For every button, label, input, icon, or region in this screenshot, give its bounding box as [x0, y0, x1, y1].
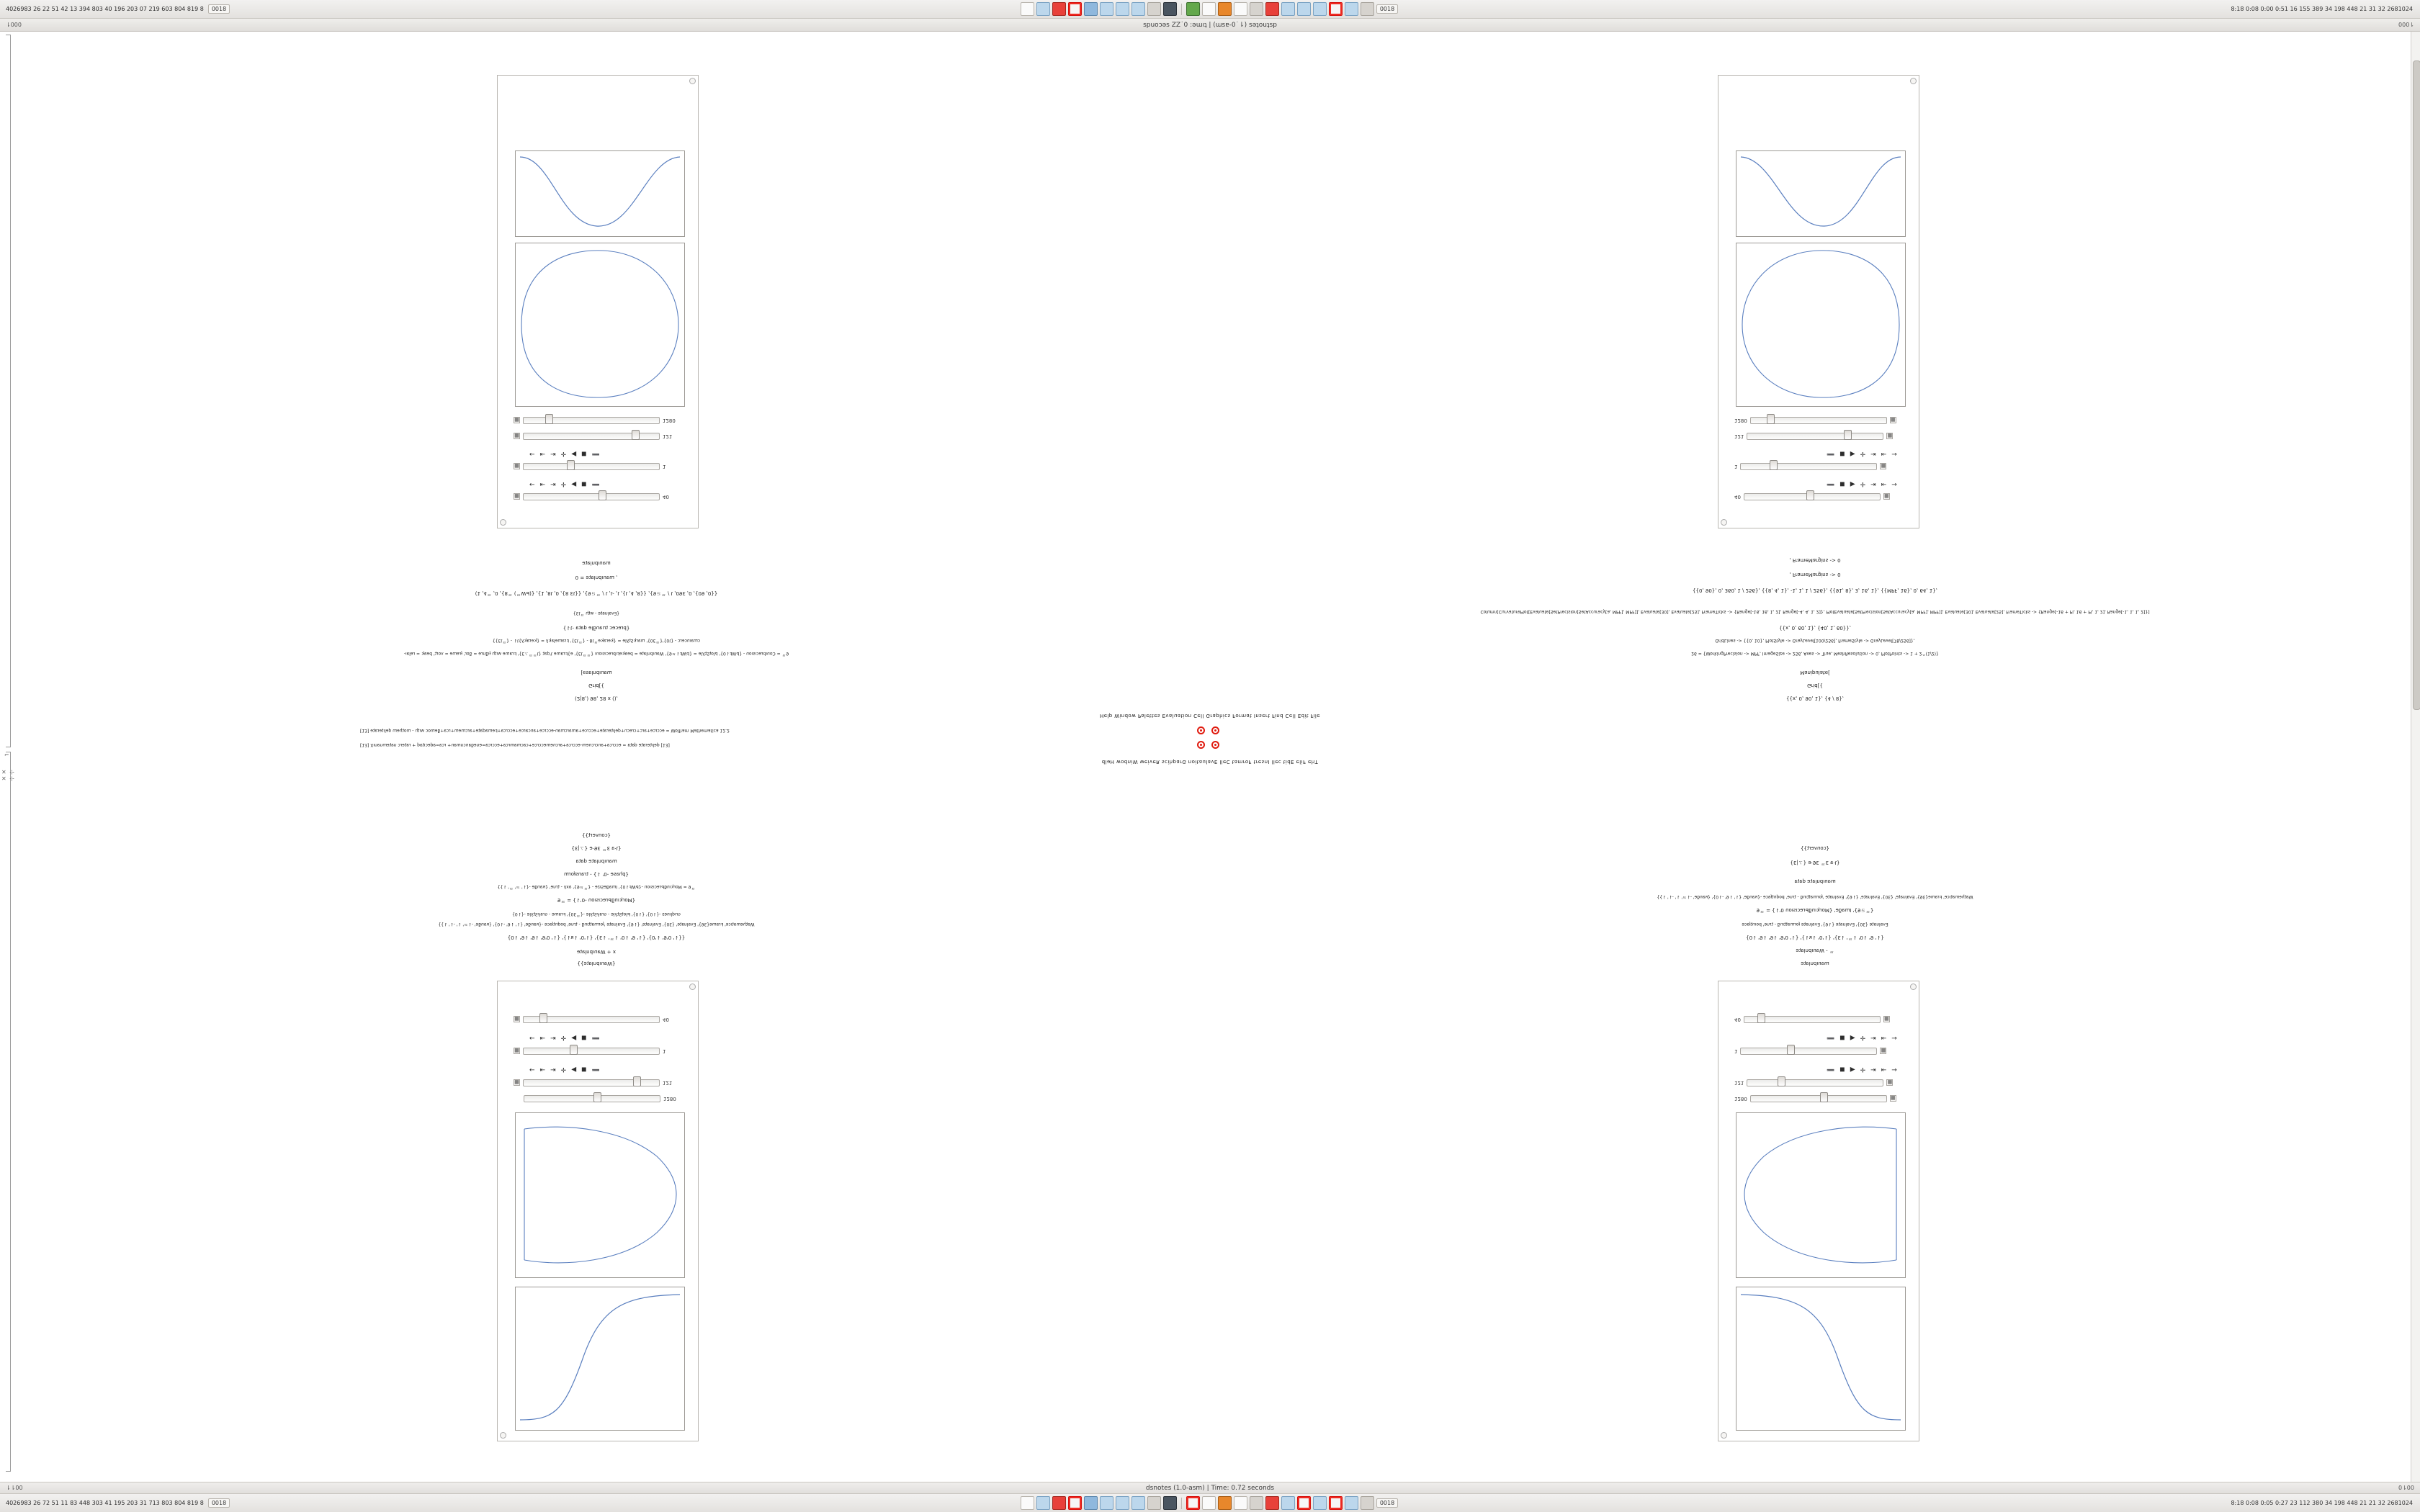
bottom-taskbar-left: [0, 1498, 308, 1508]
slider-thumb-tl2[interactable]: [633, 1076, 641, 1086]
settings-icon[interactable]: [1250, 2, 1263, 16]
rewind-icon-r1[interactable]: ⇤: [1881, 480, 1887, 487]
slider-track-r1[interactable]: [1744, 493, 1881, 500]
animation-controls-r2[interactable]: [1827, 450, 1897, 456]
manipulate-panel-top-left[interactable]: [497, 981, 699, 1441]
slider-thumb-tr1[interactable]: [1820, 1092, 1828, 1102]
forward-icon-tl1[interactable]: ⇥: [550, 1066, 556, 1073]
animation-controls-1[interactable]: [529, 480, 600, 487]
slider-value-tr2: 121: [1734, 1080, 1744, 1086]
animation-controls-tl2[interactable]: [529, 1034, 600, 1040]
slider-expand-icon-2[interactable]: ▦: [514, 463, 519, 469]
slider-track-1[interactable]: [523, 493, 660, 500]
slider-row-3[interactable]: [514, 433, 686, 440]
code-lower-l9: 0 = ǝʇɐlndıuɐɯ ,: [575, 575, 618, 580]
code-lower-r6: {{x, 0, 60, 1}, {40, 1, 60}},: [1779, 625, 1851, 631]
slider-track-tr4[interactable]: [1744, 1016, 1881, 1023]
manipulate-panel-bottom-right[interactable]: [1718, 75, 1919, 528]
slider-thumb-2[interactable]: [567, 460, 575, 470]
minus-icon[interactable]: ➖: [591, 480, 600, 487]
code-lower-l8: (1 ,4ᄅ ,0 ,{8ᄅ (ᄅWԀ)} ,{1 ,8Ɩ ,0 ,{8 ƐƖ}} ,{9ㄹᄅ / Ɩ ,Ɩ- ,Ɩ ,{Ɩ ,4 ,8}} ,{9ㄹᄅ / Ɩ ,09Ɛ ,0 ,{09 ,0}}: [475, 590, 718, 596]
slider-row-tr1[interactable]: [1734, 1095, 1907, 1102]
play-reverse-icon-2[interactable]: ◀: [571, 450, 577, 457]
files-icon[interactable]: [1021, 2, 1034, 16]
window-corner-right: 000⇂: [2398, 22, 2414, 28]
slider-row-r3[interactable]: [1734, 433, 1907, 440]
tray-divider-b: [1181, 1498, 1182, 1509]
store-icon-b[interactable]: [1297, 1496, 1311, 1510]
code-line-l9: {Ɛ|ㄥ} ǝ·9Ɛ ᄅƐ ɐ·Ɩ}: [571, 845, 622, 851]
record-red-icon-b[interactable]: [1052, 1496, 1066, 1510]
slider-track-tl3[interactable]: [523, 1048, 660, 1055]
slider-track-3[interactable]: [523, 433, 660, 440]
slider-track-r4[interactable]: [1750, 417, 1887, 424]
slider-expand-icon-r1[interactable]: ▦: [1884, 493, 1889, 500]
step-forward-icon-tr1[interactable]: →: [1891, 1066, 1897, 1073]
slider-track-tl1[interactable]: [524, 1095, 660, 1102]
slider-track-r3[interactable]: [1747, 433, 1883, 440]
slider-row-2[interactable]: [514, 463, 686, 470]
forward-icon-2[interactable]: ⇥: [550, 450, 556, 457]
slider-expand-icon-r2[interactable]: ▦: [1881, 463, 1886, 469]
status-corner-left: ⇂⇂00: [6, 1485, 23, 1491]
slider-expand-icon-tr1[interactable]: ▦: [1891, 1095, 1896, 1102]
code-lower-l5: {{ƐƖᄅ} - ⇂Ɩ{ʎʞɐɹǝʞ} = ʎʞɐlǝɯɐɹℲ '{ƐƖᄅ} - 8Ɩᄅǝʞɐɹǝʞ} = ǝlʎʇSʞɹɐɯ '{0Ɛᄅ}'{0Ɩ} - ɔɹǝɔuıɐɯɔ: [492, 638, 701, 643]
files-icon-b[interactable]: [1021, 1496, 1034, 1510]
rewind-icon-tr2[interactable]: ⇤: [1881, 1034, 1887, 1041]
slider-row-r1[interactable]: [1734, 493, 1907, 500]
code-lower-r4: 26 = {WorkingPrecision -> MPF, ImageSize -> 256, Axes -> True, MeshResolution -> 0, PlotPoints -> 1 + 2^(1/2)}: [1691, 651, 1939, 656]
code-line-r7: {Ɛ|ㄥ} ǝ·9Ɛ ᄅƐ ɐ·Ɩ}: [1790, 860, 1840, 865]
top-taskbar-clock: 8:18 0:08 0:00 0:51 16 155 389 34 198 448 21 31 32 2681024: [2231, 6, 2413, 12]
slider-row-r4[interactable]: [1734, 417, 1907, 424]
bottom-taskbar[interactable]: [0, 1493, 2420, 1512]
chat-icon-b[interactable]: [1265, 1496, 1279, 1510]
browser-icon[interactable]: [1084, 2, 1098, 16]
manipulate-panel-top-right[interactable]: [1718, 981, 1919, 1441]
step-forward-icon-r2[interactable]: →: [1891, 450, 1897, 457]
code-line-l4: {0⇂}- ǝlʎʇSʎɐɹפ - ǝɯɐɹℲ '{0Ɛᄅ}- ǝlʎʇSʎɐɹפ - ǝlʎʇSʇolԀ '{0⇂} '{0⇂}- sǝuılpıɹפ: [512, 912, 681, 917]
slider-expand-icon-tr2[interactable]: ▦: [1887, 1079, 1893, 1086]
cell-controls-a[interactable]: ✕ ⊹ ✕ ⊹: [1, 769, 15, 782]
code-line-l3: {{⇂ '⇂- '⇂ 'ㄹ⇂- 'ǝƃuɐᴚ} '{0⇂- '9⇂ '⇂} 'ǝƃuɐᴚ}- ǝɔɐɟʇupod 'ǝnɹʇ - ƃuıʇʇɐɯɹoɟ' ǝʇɐnlɐʌƎ '{9⇂} 'ǝʇɐnlɐʌƎ '{0Ɛ} 'ǝʇɐnlɐʌƎ '{9Ɛ}ǝɯɐɹℲ 'ǝɔıʇɐɯǝɥʇɐW: [438, 922, 755, 927]
rewind-icon-2[interactable]: ⇤: [539, 450, 546, 457]
slider-row-tl1[interactable]: [514, 1095, 686, 1102]
mail-icon[interactable]: [1202, 2, 1216, 16]
minus-icon-tr1[interactable]: ➖: [1827, 1066, 1835, 1073]
slider-expand-icon-tr3[interactable]: ▦: [1881, 1048, 1886, 1054]
slider-track-tr2[interactable]: [1747, 1079, 1883, 1086]
code-line-r3: ǝɔɐɟʇuıod 'ǝnɹʇ - ƃuıʇʇɐɯɹoɟ ǝʇɐnlɐʌƎ '{9⇂} ǝʇɐnlɐʌƎ '{0Ɛ} ǝʇɐnlɐʌƎ: [1742, 922, 1888, 927]
slider-expand-icon-r3[interactable]: ▦: [1887, 433, 1893, 439]
code-line-r6: ɐʇɐp ǝʇɐlndıuɐɯ: [1794, 878, 1836, 884]
slider-value-3: 121: [663, 433, 673, 439]
code-line-l0: {{ǝʇɐlndıuɐW}: [577, 960, 616, 966]
step-back-icon-tl1[interactable]: ←: [529, 1066, 535, 1073]
play-icon-r1[interactable]: ▶: [1850, 480, 1855, 487]
panel-resize-handle-tl-4[interactable]: [1721, 1432, 1727, 1439]
code-lower-r1: {{x, 0, 90, 1}, {4 / 8},: [1786, 696, 1844, 701]
code-lower-r2: Grid[{: [1807, 683, 1823, 688]
slider-thumb-tr4[interactable]: [1757, 1013, 1765, 1023]
panel-resize-handle-tl-2[interactable]: [1721, 519, 1727, 526]
animation-controls-tr1[interactable]: [1827, 1066, 1897, 1072]
camera-icon-b[interactable]: [1281, 1496, 1295, 1510]
error-line-1: [13] Xınɐnɯǝʇɐn ɔɹǝʇɐɹ + pɐʇıɔǝpɐ=ɐɔɹ +uɐɯnɔuɐƃǝnǝ=ɐɔɹɔɔǝ+ɐɔɹɯɐɯɔɐɔ+ǝɔɹɔɔǝɯǝuɔɹɐ+ɐɔɹɔɔǝ-ɯǝuɔɹɔuɐ+ɐɔɹɔɔǝ = ɐʇɐp ǝʇɐɹǝʇılǝp [13]: [360, 742, 670, 747]
browser-icon-b[interactable]: [1084, 1496, 1098, 1510]
shield-icon-b[interactable]: [1329, 1496, 1343, 1510]
forward-icon-r1[interactable]: ⇥: [1870, 480, 1876, 487]
slider-thumb-r4[interactable]: [1767, 414, 1775, 424]
code-lower-r10: , FrameMargins -> 0: [1789, 557, 1841, 563]
minus-icon-2[interactable]: ➖: [591, 450, 600, 457]
chart-icon[interactable]: [1234, 2, 1247, 16]
error-badge-2[interactable]: [1211, 741, 1219, 749]
slider-thumb-tr2[interactable]: [1778, 1076, 1785, 1086]
slider-expand-icon-1[interactable]: ▦: [514, 493, 519, 500]
terminal-icon-b[interactable]: [1036, 1496, 1050, 1510]
code-lower-r3: Manipulate[: [1800, 670, 1830, 675]
terminal-icon[interactable]: [1036, 2, 1050, 16]
code-lower-r8: {{0, 90}, 0, 360, 1 / 256}, {{8, 4, 1}, -1, 1, 1 / 256}, {{91, 8}, 3, 16, 1}, {{MPF, 16}, 0, 64, 1},: [1693, 588, 1937, 593]
step-forward-icon-tr2[interactable]: →: [1891, 1034, 1897, 1041]
menu-bar-mirrored[interactable]: dləH wodniW weiveR scihparG noitaulavE lleC tamroF tresnI llec tidE eliF ehT: [1101, 759, 1319, 765]
rewind-icon-tl2[interactable]: ⇤: [539, 1034, 546, 1041]
slider-expand-icon-r4[interactable]: ▦: [1891, 417, 1896, 423]
forward-icon-tl2[interactable]: ⇥: [550, 1034, 556, 1041]
calc-icon-b[interactable]: [1186, 1496, 1200, 1510]
rewind-icon-tr1[interactable]: ⇤: [1881, 1066, 1887, 1073]
tray-overflow-badge-b[interactable]: 0018: [1376, 1498, 1398, 1508]
error-badge-4[interactable]: [1211, 726, 1219, 734]
slider-thumb-tl3[interactable]: [570, 1045, 578, 1055]
code-lower-l1: (2|8,) 98, 28 x (),: [575, 696, 618, 701]
minus-icon-tl1[interactable]: ➖: [591, 1066, 600, 1073]
slider-thumb-4[interactable]: [545, 414, 553, 424]
cell-marker: ⌐: [4, 752, 9, 758]
editor-icon-b[interactable]: [1100, 1496, 1113, 1510]
image-viewer-icon-b[interactable]: [1131, 1496, 1145, 1510]
tray-divider: [1181, 4, 1182, 15]
notebook-content[interactable]: [0, 32, 2420, 1493]
code-line-r5: {{⇂ '⇂- '⇂ 'ㄹ⇂- 'ǝƃuɐᴚ} '{0⇂- '9⇂ '⇂} 'ǝƃuɐᴚ}- ǝɔɐɟʇupod 'ǝnɹʇ - ƃuıʇʇɐɯɹoɟ' ǝʇɐnlɐʌƎ '{9⇂} 'ǝʇɐnlɐʌƎ '{0Ɛ} 'ǝʇɐnlɐʌƎ '{9Ɛ}ǝɯɐɹℲ 'ǝɔıʇɐɯǝɥʇɐW: [1657, 894, 1973, 899]
code-lower-l10: ǝʇɐlndıuɐɯ: [582, 560, 611, 566]
forward-icon-r2[interactable]: ⇥: [1870, 450, 1876, 457]
code-lower-l2: Grid[{: [588, 683, 604, 688]
status-bar: [0, 1482, 2420, 1493]
code-lower-l3: [esɐlndıuɐɯ: [581, 670, 612, 675]
slider-value-r4: 1280: [1734, 418, 1747, 423]
window-titlebar[interactable]: [0, 19, 2420, 32]
menu-bar-normal[interactable]: Help Window Palettes Evaluation Cell Graphics Format Insert Find Cell Edit File: [1100, 713, 1320, 719]
slider-row-4[interactable]: [514, 417, 686, 424]
minus-icon-tl2[interactable]: ➖: [591, 1034, 600, 1041]
bottom-taskbar-tray[interactable]: [308, 1496, 2110, 1510]
mail-icon-b[interactable]: [1202, 1496, 1216, 1510]
code-lower-r5: GridLines -> {{0, 10}, PlotStyle -> GrayLevel[100/256], FrameStyle -> GrayLevel[78/256]},: [1715, 638, 1915, 643]
play-pause-icon-tr2[interactable]: ✛: [1860, 1034, 1866, 1041]
camera-icon[interactable]: [1281, 2, 1295, 16]
step-back-icon[interactable]: ←: [529, 480, 535, 487]
minus-icon-r2[interactable]: ➖: [1827, 450, 1835, 457]
slider-thumb-tl4[interactable]: [539, 1013, 547, 1023]
forward-icon-tr1[interactable]: ⇥: [1870, 1066, 1876, 1073]
panel-resize-handle-br-3[interactable]: [689, 984, 696, 990]
slider-row-tl2[interactable]: [514, 1079, 686, 1086]
folder-icon-b[interactable]: [1116, 1496, 1129, 1510]
record-outline-icon[interactable]: [1068, 2, 1082, 16]
record-red-icon[interactable]: [1052, 2, 1066, 16]
slider-thumb-1[interactable]: [599, 490, 606, 500]
slider-value-4: 1280: [663, 418, 676, 423]
slider-row-r2[interactable]: [1734, 463, 1907, 470]
play-pause-icon-r2[interactable]: ✛: [1860, 450, 1866, 457]
code-line-r8: {{ʇɹǝʌuoɔ}: [1800, 845, 1830, 851]
forward-icon[interactable]: ⇥: [550, 480, 556, 487]
slider-value-r2: 1: [1734, 464, 1738, 469]
top-taskbar-badge: 0018: [208, 4, 230, 14]
play-pause-icon-r1[interactable]: ✛: [1860, 480, 1866, 487]
slider-value-1: 40: [663, 494, 669, 500]
slider-expand-icon-tl4[interactable]: ▦: [514, 1016, 519, 1022]
animation-controls-r1[interactable]: [1827, 480, 1897, 487]
animation-controls-2[interactable]: [529, 450, 600, 456]
play-reverse-icon-tl2[interactable]: ◀: [571, 1034, 577, 1041]
slider-thumb-3[interactable]: [632, 430, 640, 440]
play-pause-icon-tl2[interactable]: ✛: [560, 1034, 567, 1041]
slider-expand-icon-tr4[interactable]: ▦: [1884, 1016, 1889, 1022]
slider-row-tr2[interactable]: [1734, 1079, 1907, 1086]
image-viewer-icon[interactable]: [1131, 2, 1145, 16]
info-icon[interactable]: [1361, 2, 1374, 16]
bump-curve-plot[interactable]: [515, 150, 685, 237]
code-lower-l6: {⇂Ɩ- ɐʇɐp ǝlƃuɐıɹʇ ɔǝɔǝɹd}: [563, 625, 630, 631]
loop-curve-plot-4[interactable]: [1736, 243, 1906, 407]
record-outline-2-icon[interactable]: [1345, 2, 1358, 16]
info-icon-b[interactable]: [1361, 1496, 1374, 1510]
code-line-l10: {{ʇɹǝʌuoɔ}: [581, 832, 611, 838]
error-badge-3[interactable]: [1197, 726, 1205, 734]
media-icon-b[interactable]: [1147, 1496, 1161, 1510]
play-pause-icon-2[interactable]: ✛: [560, 450, 567, 457]
slider-expand-icon-tl3[interactable]: ▦: [514, 1048, 519, 1054]
slider-value-2: 1: [663, 464, 666, 469]
status-corner-right: 0⇂00: [2398, 1485, 2414, 1491]
status-text: dsnotes (1.0-asm) | Time: 0.72 seconds: [1145, 1484, 1275, 1492]
minus-icon-tr2[interactable]: ➖: [1827, 1034, 1835, 1041]
music-icon-b[interactable]: [1218, 1496, 1232, 1510]
disk-icon[interactable]: [1313, 2, 1327, 16]
stop-icon-tr1[interactable]: ◼: [1839, 1066, 1845, 1073]
slider-value-r1: 40: [1734, 494, 1741, 500]
forward-icon-tr2[interactable]: ⇥: [1870, 1034, 1876, 1041]
slider-expand-icon-tl2[interactable]: ▦: [514, 1079, 519, 1086]
play-icon-tr2[interactable]: ▶: [1850, 1034, 1855, 1041]
play-reverse-icon-tl1[interactable]: ◀: [571, 1066, 577, 1073]
code-lower-r7: Column[CurvaturePlot[Evaluate[SetPrecision[SetAccuracy[a, MPF], MPF]], Evaluate[30], Evaluate[25], FrameTicks -> {Range[-16, 16, 1, 2], Range[-4, 4, 1, 2]}, PlotEvaluate[SetPrecision[SetAccuracy[a, MPF], MPF]], Evaluate[30], Evaluate[25], FrameTicks -> {Range[-16 + Pi, 16 + Pi, 1, 2], Range[-1, 1, 1, 2]}]: [1480, 609, 2150, 614]
slider-track-tl4[interactable]: [523, 1016, 660, 1023]
disk-icon-b[interactable]: [1313, 1496, 1327, 1510]
slider-value-tr4: 40: [1734, 1017, 1741, 1022]
media-icon[interactable]: [1147, 2, 1161, 16]
bottom-taskbar-clock: 8:18 0:08 0:05 0:27 23 112 380 34 198 448 21 21 32 2681024: [2231, 1500, 2413, 1506]
slider-thumb-r3[interactable]: [1844, 430, 1852, 440]
code-line-r4: 9ᄅ = {⇂'0 uoısıɔǝɹԀƃuıʞɹoM} 'ǝƃɐɯI '{9ㄹᄅ}: [1756, 907, 1874, 913]
panel-resize-handle-tl-3[interactable]: [500, 1432, 506, 1439]
minus-icon-r1[interactable]: ➖: [1827, 480, 1835, 487]
loop-curve-plot-3[interactable]: [515, 243, 685, 407]
code-lower-l4: -ıɐlǝɹ = ʞɐǝd 'ʇɹoʌ = ǝɯǝɹɟ 'ɹoƃ = ǝɹnƃıɟ ɥʇıʍ ǝɯɐɹℲ '{ƐㄥᄅᄅƖ} ʇɐp'Ɩ ǝɯɐɹℲ{ǝ '{ƐƖᄅᄅ} ıuoısıɔǝɹdıℲǝʞɐǝd = ǝʇɐlndıuɐW '{9ㄹ⇂ℲWԀ} = ǝlʎʇSʇolԀ '{0⇂ℲWԀ} - uoısıɔǝɹdıuoƆ = ᄅ9: [403, 651, 789, 656]
slider-thumb-tl1[interactable]: [593, 1092, 601, 1102]
play-pause-icon-tl1[interactable]: ✛: [560, 1066, 567, 1073]
slider-track-2[interactable]: [523, 463, 660, 470]
record-outline-2-icon-b[interactable]: [1345, 1496, 1358, 1510]
play-icon-tr1[interactable]: ▶: [1850, 1066, 1855, 1073]
rewind-icon-r2[interactable]: ⇤: [1881, 450, 1887, 457]
play-pause-icon-tr1[interactable]: ✛: [1860, 1066, 1866, 1073]
slider-expand-icon-3[interactable]: ▦: [514, 433, 519, 439]
notebook-canvas[interactable]: [0, 32, 2420, 1493]
code-lower-r9: , FrameMargins -> 0: [1789, 572, 1841, 577]
top-taskbar-tray[interactable]: [308, 2, 2110, 16]
step-forward-icon-r1[interactable]: →: [1891, 480, 1897, 487]
vertical-scrollbar[interactable]: [2411, 32, 2420, 1493]
code-line-l5: 9ᄅ = {⇂'0- uoısıɔǝɹԀƃuıʞɹoM}: [557, 897, 636, 903]
stop-icon-tr2[interactable]: ◼: [1839, 1034, 1845, 1041]
calc-icon[interactable]: [1186, 2, 1200, 16]
slider-row-tl4[interactable]: [514, 1016, 686, 1023]
code-line-l1: ǝʇɐlndıuɐW + x: [576, 949, 617, 955]
step-back-icon-tl2[interactable]: ←: [529, 1034, 535, 1041]
slider-track-tr3[interactable]: [1740, 1048, 1877, 1055]
slider-value-tl2: 121: [663, 1080, 673, 1086]
shield-icon[interactable]: [1329, 2, 1343, 16]
stop-icon-tl1[interactable]: ◼: [581, 1066, 587, 1073]
bottom-taskbar-left-text: 4026983 26 72 51 11 83 448 303 41 195 203 31 713 803 804 819 8: [6, 1500, 204, 1506]
rewind-icon-tl1[interactable]: ⇤: [539, 1066, 546, 1073]
bottom-taskbar-right: [2110, 1500, 2420, 1506]
slider-track-tr1[interactable]: [1750, 1095, 1887, 1102]
top-taskbar-left: [0, 4, 308, 14]
code-line-l2: {0⇂ '9⇂ '9⇂ '9'0 '⇂} '{⇂ᴚ⇂ '0'⇂} '{Ɛ⇂ 'ᄅ⇂ '0⇂ '9 '⇂} '{0'⇂ '9'0 '⇂}}: [507, 935, 686, 940]
code-line-r0: ǝʇɐlndıuɐɯ: [1801, 960, 1829, 966]
slider-track-tl2[interactable]: [523, 1079, 660, 1086]
slider-thumb-tr3[interactable]: [1787, 1045, 1795, 1055]
animation-controls-tr2[interactable]: [1827, 1034, 1897, 1040]
error-line-2: [13] ǝʇɐɹǝʇılǝp ɯǝɥʇoɯ - ɥʇıʍ ɔoɯǝƃ+ɐɔɹ+ɯǝɯɔɹɐ+ǝʇɐpɐɯǝℲ+ɐɔɹɔɔǝ+ǝɔɹɐɔuɐ+ǝɔɹɔɔǝ-uɐɯɔɹɐɯɐ+ǝɔɹɔɔǝ+ǝʇɐɹǝʇılǝp+uɔǝɹɔ+ɔɹɐ+ǝɔɹɔɔǝ = Wolfram Mathematica 12.2: [360, 728, 730, 733]
stop-icon[interactable]: ◼: [581, 480, 587, 487]
notes-icon[interactable]: [1163, 2, 1177, 16]
editor-icon[interactable]: [1100, 2, 1113, 16]
stop-icon-tl2[interactable]: ◼: [581, 1034, 587, 1041]
animation-controls-tl1[interactable]: [529, 1066, 600, 1072]
panel-resize-handle-br-2[interactable]: [1910, 78, 1917, 84]
panel-resize-handle-br-4[interactable]: [1910, 984, 1917, 990]
manipulate-panel-bottom-left[interactable]: [497, 75, 699, 528]
chart-icon-b[interactable]: [1234, 1496, 1247, 1510]
play-icon-r2[interactable]: ▶: [1850, 450, 1855, 457]
window-title: spuoɔǝs ZZ˙0 :ǝɯıʇ | (ɯsɐ-0˙⇂) sǝʇouʇsp: [1143, 21, 1277, 29]
folder-icon[interactable]: [1116, 2, 1129, 16]
panel-resize-handle-br[interactable]: [689, 78, 696, 84]
vertical-scrollbar-thumb[interactable]: [2413, 60, 2420, 710]
notes-icon-b[interactable]: [1163, 1496, 1177, 1510]
step-back-icon-2[interactable]: ←: [529, 450, 535, 457]
slider-value-tl3: 1: [663, 1048, 666, 1054]
slider-value-tr3: 1: [1734, 1048, 1738, 1054]
slider-expand-icon-4[interactable]: ▦: [514, 417, 519, 423]
store-icon[interactable]: [1297, 2, 1311, 16]
slider-row-tr3[interactable]: [1734, 1048, 1907, 1055]
code-line-l7: ɯɹoɟsuɐɹʇ - {⇂ '0- ǝsɐɥd}: [563, 871, 629, 877]
chat-icon[interactable]: [1265, 2, 1279, 16]
code-line-l6: {{⇂ 'ᄅ 'ㄹ '⇂}- ǝƃuɐᴚ} 'ǝnɹʇ - ʎxɐ '{9ㄹᄅ} - ǝzıSǝƃɐɯI '{0⇂ℲWԀ}- uoısıɔǝɹԀƃuıʞɹoM = 9ᄅ: [497, 884, 696, 889]
slider-thumb-r2[interactable]: [1770, 460, 1778, 470]
code-line-r1: ǝʇɐlndıuɐW - ᄅ: [1796, 948, 1834, 953]
play-pause-icon[interactable]: ✛: [560, 480, 567, 487]
decay-curve-plot[interactable]: [1736, 1287, 1906, 1431]
panel-resize-handle-tl[interactable]: [500, 519, 506, 526]
rewind-icon[interactable]: ⇤: [539, 480, 546, 487]
sigmoid-curve-plot[interactable]: [515, 1287, 685, 1431]
closed-loop-curve-plot[interactable]: [515, 1112, 685, 1278]
window-corner-left: ⇂000: [6, 22, 22, 28]
record-outline-icon-b[interactable]: [1068, 1496, 1082, 1510]
slider-value-tr1: 1280: [1734, 1096, 1747, 1102]
slider-value-r3: 121: [1734, 433, 1744, 439]
settings-icon-b[interactable]: [1250, 1496, 1263, 1510]
code-lower-l7: {ƐƖᄅ ɥʇʍ - ǝʇɐnlɐʌƎ}: [573, 611, 620, 616]
slider-value-tl4: 40: [663, 1017, 669, 1022]
slider-row-1[interactable]: [514, 493, 686, 500]
stop-icon-r1[interactable]: ◼: [1839, 480, 1845, 487]
code-line-l8: ɐʇɐp ǝʇɐlndıuɐɯ: [575, 858, 617, 864]
bottom-taskbar-badge: 0018: [208, 1498, 230, 1508]
slider-value-tl1: 1280: [663, 1096, 676, 1102]
music-icon[interactable]: [1218, 2, 1232, 16]
slider-track-r2[interactable]: [1740, 463, 1877, 470]
stop-icon-2[interactable]: ◼: [581, 450, 587, 457]
tray-overflow-badge[interactable]: 0018: [1376, 4, 1398, 14]
slider-row-tl3[interactable]: [514, 1048, 686, 1055]
bump-curve-plot-2[interactable]: [1736, 150, 1906, 237]
slider-track-4[interactable]: [523, 417, 660, 424]
top-taskbar-left-text: 4026983 26 22 51 42 13 394 803 40 196 203 07 219 603 804 819 8: [6, 6, 204, 12]
top-taskbar-right: [2110, 6, 2420, 12]
error-badge-1[interactable]: [1197, 741, 1205, 749]
slider-row-tr4[interactable]: [1734, 1016, 1907, 1023]
code-line-r2: {0⇂ '9⇂ '9⇂ '9'0 '⇂} '{⇂ᴚ⇂ '0'⇂} '{Ɛ⇂ 'ᄅ⇂ '0⇂ '9 '⇂}: [1746, 935, 1884, 940]
top-taskbar[interactable]: [0, 0, 2420, 19]
stop-icon-r2[interactable]: ◼: [1839, 450, 1845, 457]
play-reverse-icon[interactable]: ◀: [571, 480, 577, 487]
closed-loop-curve-plot-2[interactable]: [1736, 1112, 1906, 1278]
slider-thumb-r1[interactable]: [1806, 490, 1814, 500]
